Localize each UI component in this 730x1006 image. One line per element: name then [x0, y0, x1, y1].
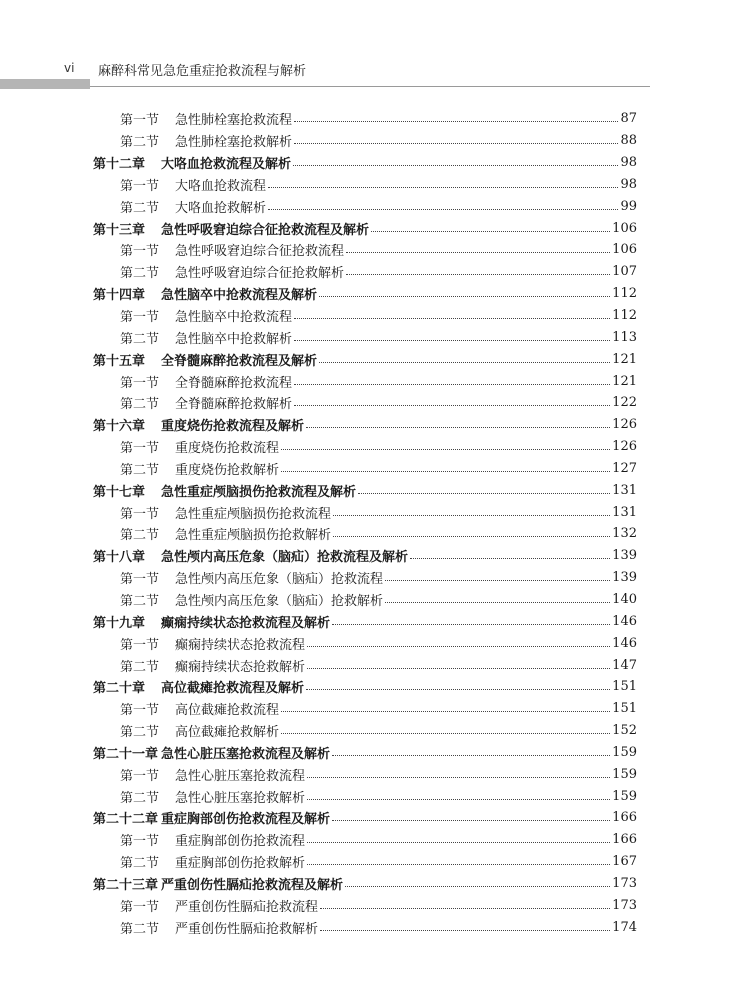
header-bar-decoration [0, 79, 90, 89]
dot-leader [268, 209, 618, 210]
toc-entry-page-number: 151 [612, 701, 637, 717]
toc-section-entry[interactable] [0, 501, 730, 523]
toc-entry-label: 第一节 [120, 113, 160, 129]
toc-entry-title: 全脊髓麻醉抢救解析 [175, 397, 293, 413]
dot-leader [410, 558, 610, 559]
toc-entry-title: 急性呼吸窘迫综合征抢救流程 [175, 244, 345, 260]
toc-entry-page-number: 146 [612, 613, 637, 629]
dot-leader [281, 471, 610, 472]
dot-leader [307, 668, 610, 669]
toc-section-entry[interactable] [0, 239, 730, 261]
toc-entry-label: 第十六章 [93, 419, 146, 435]
toc-entry-page-number: 146 [612, 635, 637, 651]
toc-entry-page-number: 106 [612, 242, 637, 258]
toc-section-entry[interactable] [0, 370, 730, 392]
toc-entry-page-number: 106 [612, 220, 637, 236]
toc-section-entry[interactable] [0, 763, 730, 785]
toc-entry-title: 急性肺栓塞抢救流程 [175, 113, 293, 129]
toc-chapter-entry[interactable] [0, 217, 730, 239]
toc-entry-label: 第二节 [120, 200, 160, 216]
toc-chapter-entry[interactable] [0, 479, 730, 501]
table-of-contents [0, 108, 730, 938]
page-number: vi [64, 61, 75, 75]
toc-entry-title: 急性重症颅脑损伤抢救流程及解析 [161, 484, 357, 500]
toc-entry-title: 高位截瘫抢救解析 [175, 725, 280, 741]
dot-leader [306, 689, 610, 690]
toc-section-entry[interactable] [0, 851, 730, 873]
dot-leader [319, 296, 610, 297]
toc-entry-label: 第二节 [120, 462, 160, 478]
toc-section-entry[interactable] [0, 174, 730, 196]
toc-entry-page-number: 112 [612, 286, 637, 302]
toc-section-entry[interactable] [0, 720, 730, 742]
toc-entry-label: 第二节 [120, 135, 160, 151]
toc-entry-label: 第二十章 [93, 681, 146, 697]
toc-entry-page-number: 147 [612, 657, 637, 673]
toc-entry-page-number: 166 [612, 810, 637, 826]
dot-leader [371, 231, 610, 232]
dot-leader [307, 864, 610, 865]
toc-entry-label: 第一节 [120, 310, 160, 326]
toc-entry-title: 高位截瘫抢救流程及解析 [161, 681, 305, 697]
toc-entry-title: 重症胸部创伤抢救流程及解析 [161, 812, 331, 828]
toc-entry-title: 急性呼吸窘迫综合征抢救解析 [175, 266, 345, 282]
toc-entry-title: 急性肺栓塞抢救解析 [175, 135, 293, 151]
toc-entry-title: 急性脑卒中抢救流程 [175, 310, 293, 326]
toc-entry-title: 高位截瘫抢救流程 [175, 703, 280, 719]
toc-entry-title: 大咯血抢救解析 [175, 200, 267, 216]
toc-section-entry[interactable] [0, 195, 730, 217]
toc-entry-title: 重症胸部创伤抢救流程 [175, 834, 306, 850]
toc-entry-label: 第一节 [120, 703, 160, 719]
toc-section-entry[interactable] [0, 894, 730, 916]
dot-leader [346, 252, 610, 253]
toc-entry-page-number: 174 [612, 919, 637, 935]
toc-entry-page-number: 139 [612, 548, 637, 564]
dot-leader [281, 733, 610, 734]
toc-entry-page-number: 131 [612, 482, 637, 498]
toc-entry-page-number: 122 [612, 395, 637, 411]
toc-entry-label: 第十七章 [93, 484, 146, 500]
dot-leader [293, 165, 618, 166]
toc-entry-title: 大咯血抢救流程 [175, 178, 267, 194]
toc-entry-label: 第二节 [120, 593, 160, 609]
toc-section-entry[interactable] [0, 436, 730, 458]
toc-entry-label: 第二节 [120, 790, 160, 806]
toc-chapter-entry[interactable] [0, 807, 730, 829]
toc-section-entry[interactable] [0, 916, 730, 938]
dot-leader [333, 536, 610, 537]
toc-section-entry[interactable] [0, 261, 730, 283]
dot-leader [307, 842, 610, 843]
header-rule [90, 86, 650, 87]
toc-entry-title: 急性颅内高压危象（脑疝）抢救流程 [175, 572, 384, 588]
toc-section-entry[interactable] [0, 829, 730, 851]
toc-chapter-entry[interactable] [0, 676, 730, 698]
dot-leader [385, 580, 610, 581]
toc-entry-title: 重度烧伤抢救流程 [175, 441, 280, 457]
toc-entry-label: 第一节 [120, 441, 160, 457]
toc-entry-title: 急性心脏压塞抢救流程及解析 [161, 746, 331, 762]
toc-entry-page-number: 167 [612, 854, 637, 870]
toc-entry-label: 第十三章 [93, 222, 146, 238]
toc-section-entry[interactable] [0, 589, 730, 611]
dot-leader [345, 886, 610, 887]
toc-entry-label: 第二节 [120, 331, 160, 347]
toc-entry-label: 第一节 [120, 899, 160, 915]
dot-leader [307, 799, 610, 800]
toc-entry-page-number: 107 [612, 264, 637, 280]
toc-section-entry[interactable] [0, 130, 730, 152]
dot-leader [294, 143, 618, 144]
dot-leader [332, 624, 610, 625]
toc-chapter-entry[interactable] [0, 545, 730, 567]
toc-entry-title: 癫痫持续状态抢救流程 [175, 637, 306, 653]
toc-entry-page-number: 159 [612, 744, 637, 760]
toc-entry-label: 第十二章 [93, 157, 146, 173]
toc-entry-label: 第一节 [120, 637, 160, 653]
dot-leader [333, 515, 610, 516]
dot-leader [294, 318, 610, 319]
dot-leader [294, 384, 610, 385]
toc-entry-page-number: 121 [612, 373, 637, 389]
toc-entry-title: 全脊髓麻醉抢救流程及解析 [161, 353, 318, 369]
toc-entry-page-number: 166 [612, 832, 637, 848]
toc-entry-page-number: 121 [612, 351, 637, 367]
toc-entry-page-number: 173 [612, 897, 637, 913]
toc-entry-title: 急性心脏压塞抢救解析 [175, 790, 306, 806]
toc-entry-title: 急性重症颅脑损伤抢救解析 [175, 528, 332, 544]
toc-entry-page-number: 113 [612, 329, 637, 345]
toc-section-entry[interactable] [0, 108, 730, 130]
toc-entry-page-number: 159 [612, 788, 637, 804]
toc-entry-label: 第二节 [120, 659, 160, 675]
toc-entry-title: 全脊髓麻醉抢救流程 [175, 375, 293, 391]
dot-leader [346, 274, 610, 275]
dot-leader [319, 362, 610, 363]
dot-leader [332, 755, 610, 756]
book-title: 麻醉科常见急危重症抢救流程与解析 [98, 64, 307, 79]
toc-section-entry[interactable] [0, 392, 730, 414]
toc-chapter-entry[interactable] [0, 414, 730, 436]
toc-entry-label: 第一节 [120, 244, 160, 260]
toc-entry-label: 第二节 [120, 266, 160, 282]
toc-entry-title: 大咯血抢救流程及解析 [161, 157, 292, 173]
toc-entry-title: 癫痫持续状态抢救解析 [175, 659, 306, 675]
toc-entry-page-number: 151 [612, 679, 637, 695]
toc-entry-label: 第一节 [120, 375, 160, 391]
dot-leader [281, 449, 610, 450]
toc-entry-page-number: 152 [612, 723, 637, 739]
toc-entry-title: 急性重症颅脑损伤抢救流程 [175, 506, 332, 522]
toc-entry-title: 急性颅内高压危象（脑疝）抢救解析 [175, 593, 384, 609]
dot-leader [358, 493, 610, 494]
toc-entry-title: 重度烧伤抢救流程及解析 [161, 419, 305, 435]
toc-entry-label: 第一节 [120, 178, 160, 194]
toc-entry-page-number: 99 [620, 198, 637, 214]
toc-section-entry[interactable] [0, 698, 730, 720]
toc-entry-page-number: 131 [612, 504, 637, 520]
toc-entry-page-number: 98 [620, 176, 637, 192]
toc-entry-page-number: 98 [620, 155, 637, 171]
toc-entry-title: 急性脑卒中抢救流程及解析 [161, 288, 318, 304]
toc-entry-page-number: 87 [620, 111, 637, 127]
toc-entry-label: 第二节 [120, 921, 160, 937]
toc-entry-page-number: 159 [612, 766, 637, 782]
dot-leader [332, 820, 610, 821]
toc-chapter-entry[interactable] [0, 348, 730, 370]
dot-leader [268, 187, 618, 188]
toc-entry-label: 第二节 [120, 397, 160, 413]
toc-entry-page-number: 112 [612, 308, 637, 324]
toc-chapter-entry[interactable] [0, 873, 730, 895]
toc-section-entry[interactable] [0, 305, 730, 327]
toc-section-entry[interactable] [0, 523, 730, 545]
dot-leader [294, 405, 610, 406]
toc-entry-label: 第一节 [120, 768, 160, 784]
toc-entry-title: 癫痫持续状态抢救流程及解析 [161, 615, 331, 631]
dot-leader [281, 711, 610, 712]
toc-entry-title: 急性心脏压塞抢救流程 [175, 768, 306, 784]
dot-leader [294, 340, 610, 341]
toc-entry-title: 重度烧伤抢救解析 [175, 462, 280, 478]
toc-entry-page-number: 88 [620, 133, 637, 149]
dot-leader [306, 427, 610, 428]
dot-leader [307, 646, 610, 647]
toc-entry-title: 急性颅内高压危象（脑疝）抢救流程及解析 [161, 550, 409, 566]
toc-chapter-entry[interactable] [0, 283, 730, 305]
toc-entry-label: 第十五章 [93, 353, 146, 369]
toc-chapter-entry[interactable] [0, 741, 730, 763]
toc-entry-page-number: 140 [612, 591, 637, 607]
toc-entry-label: 第二节 [120, 528, 160, 544]
toc-entry-label: 第二节 [120, 725, 160, 741]
toc-section-entry[interactable] [0, 785, 730, 807]
toc-entry-page-number: 126 [612, 439, 637, 455]
toc-section-entry[interactable] [0, 567, 730, 589]
dot-leader [307, 777, 610, 778]
toc-entry-title: 严重创伤性膈疝抢救解析 [175, 921, 319, 937]
toc-entry-label: 第一节 [120, 834, 160, 850]
toc-entry-label: 第一节 [120, 572, 160, 588]
toc-entry-label: 第二十二章 [93, 812, 159, 828]
toc-entry-label: 第二节 [120, 856, 160, 872]
toc-section-entry[interactable] [0, 458, 730, 480]
toc-entry-label: 第一节 [120, 506, 160, 522]
toc-entry-page-number: 139 [612, 570, 637, 586]
toc-entry-title: 重症胸部创伤抢救解析 [175, 856, 306, 872]
toc-entry-label: 第十九章 [93, 615, 146, 631]
toc-entry-title: 急性呼吸窘迫综合征抢救流程及解析 [161, 222, 370, 238]
toc-entry-page-number: 127 [612, 460, 637, 476]
toc-entry-label: 第十四章 [93, 288, 146, 304]
toc-entry-page-number: 132 [612, 526, 637, 542]
toc-chapter-entry[interactable] [0, 610, 730, 632]
toc-entry-label: 第二十三章 [93, 877, 159, 893]
toc-section-entry[interactable] [0, 632, 730, 654]
toc-entry-label: 第十八章 [93, 550, 146, 566]
dot-leader [385, 602, 610, 603]
toc-entry-title: 严重创伤性膈疝抢救流程 [175, 899, 319, 915]
dot-leader [294, 121, 618, 122]
toc-entry-page-number: 173 [612, 875, 637, 891]
toc-entry-page-number: 126 [612, 417, 637, 433]
toc-entry-label: 第二十一章 [93, 746, 159, 762]
toc-section-entry[interactable] [0, 326, 730, 348]
dot-leader [320, 930, 610, 931]
toc-section-entry[interactable] [0, 654, 730, 676]
toc-chapter-entry[interactable] [0, 152, 730, 174]
running-header [0, 58, 730, 80]
dot-leader [320, 908, 610, 909]
toc-entry-title: 严重创伤性膈疝抢救流程及解析 [161, 877, 344, 893]
toc-entry-title: 急性脑卒中抢救解析 [175, 331, 293, 347]
